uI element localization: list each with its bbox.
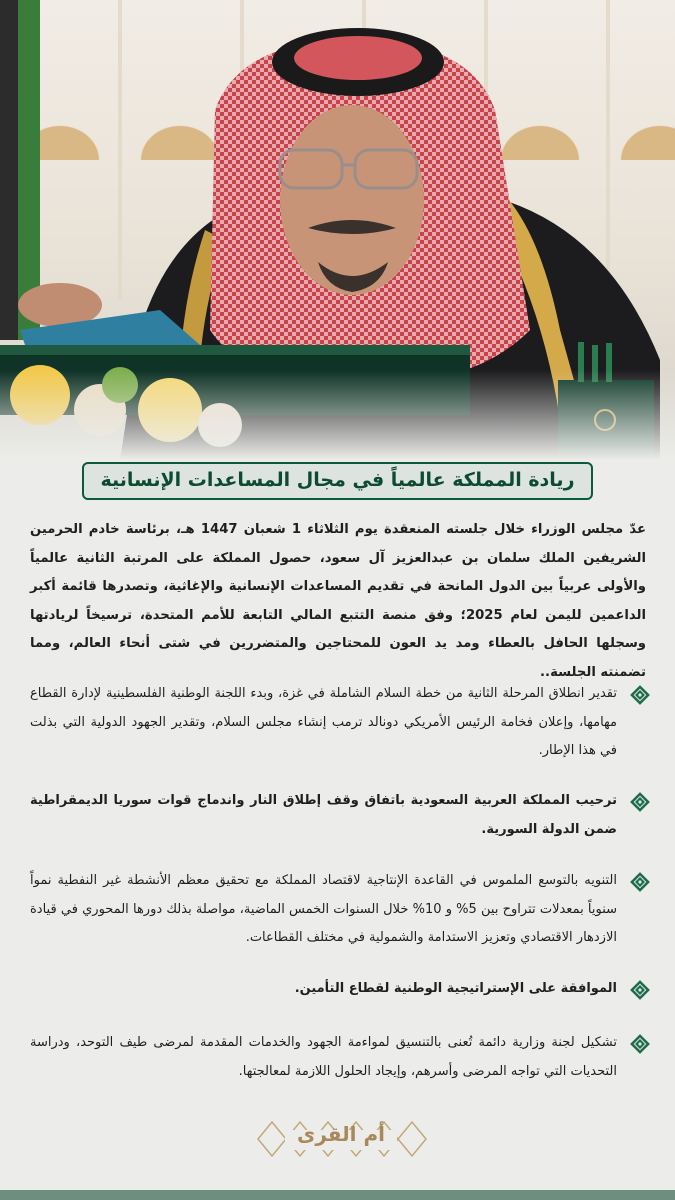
- ornament-bullet-icon: [629, 979, 651, 1001]
- bottom-bar: [0, 1190, 675, 1200]
- intro-paragraph: عدّ مجلس الوزراء خلال جلسته المنعقدة يوم الثلاثاء 1 شعبان 1447 هـ، برئاسة خادم الحرمين الشريفين الملك سلمان بن عبدالعزيز آل سعود، حصول المملكة على المرتبة الثانية عالمياً والأولى عربياً بين الدول المانحة في تقديم المساعدات الإنسانية والإغاثية، وتصدرها قائمة أكبر الداعمين لليمن لعام 2025؛ وفق منصة التتبع المالي التابعة للأمم المتحدة، ترسيخاً لريادتها وسجلها الحافل بالعطاء ومد يد العون للمحتاجين والمتضررين في شتى أنحاء العالم، ومما تضمنته الجلسة..: [30, 522, 646, 680]
- list-item-text: الموافقة على الإستراتيجية الوطنية لقطاع التأمين.: [294, 981, 617, 996]
- list-item-text: ترحيب المملكة العربية السعودية باتفاق وقف إطلاق النار واندماج قوات سوريا الديمقراطية ضمن الدولة السورية.: [30, 793, 617, 837]
- ornament-bullet-icon: [629, 871, 651, 893]
- list-item: [30, 867, 651, 953]
- list-item: [30, 680, 651, 766]
- ornament-bullet-icon: [629, 1033, 651, 1055]
- footer-logo: [0, 1108, 675, 1170]
- list-item: [30, 975, 651, 1004]
- list-item-text: تقدير انطلاق المرحلة الثانية من خطة السلام الشاملة في غزة، وبدء اللجنة الوطنية الفلسطينية لإدارة القطاع مهامها، وإعلان فخامة الرئيس الأمريكي دونالد ترمب إنشاء مجلس السلام، وتقدير الجهود الدولية التي بذلت في هذا الإطار.: [30, 686, 617, 758]
- list-item: [30, 787, 651, 844]
- ornament-bullet-icon: [629, 684, 651, 706]
- list-item: [30, 1029, 651, 1086]
- hero-fade: [0, 370, 675, 460]
- list-item-text: تشكيل لجنة وزارية دائمة تُعنى بالتنسيق لمواءمة الجهود والخدمات المقدمة لمرضى طيف التوحد، ودراسة التحديات التي تواجه المرضى وأسرهم، وإيجاد الحلول اللازمة لمعالجتها.: [30, 1035, 617, 1079]
- headline: ريادة المملكة عالمياً في مجال المساعدات الإنسانية: [82, 462, 592, 500]
- hero-photo: [0, 0, 675, 460]
- list-item-text: التنويه بالتوسع الملموس في القاعدة الإنتاجية لاقتصاد المملكة مع تحقيق معظم الأنشطة غير النفطية نمواً سنوياً بمعدلات تتراوح بين 5% و 10% خلال السنوات الخمس الماضية، مواصلة بذلك دورها المحوري في قيادة الازدهار الاقتصادي وتعزيز الاستدامة والشمولية في مختلف القطاعات.: [30, 873, 618, 945]
- ornament-bullet-icon: [629, 791, 651, 813]
- headline-container: [0, 462, 675, 500]
- logo-wordmark: أم القرى: [296, 1122, 385, 1146]
